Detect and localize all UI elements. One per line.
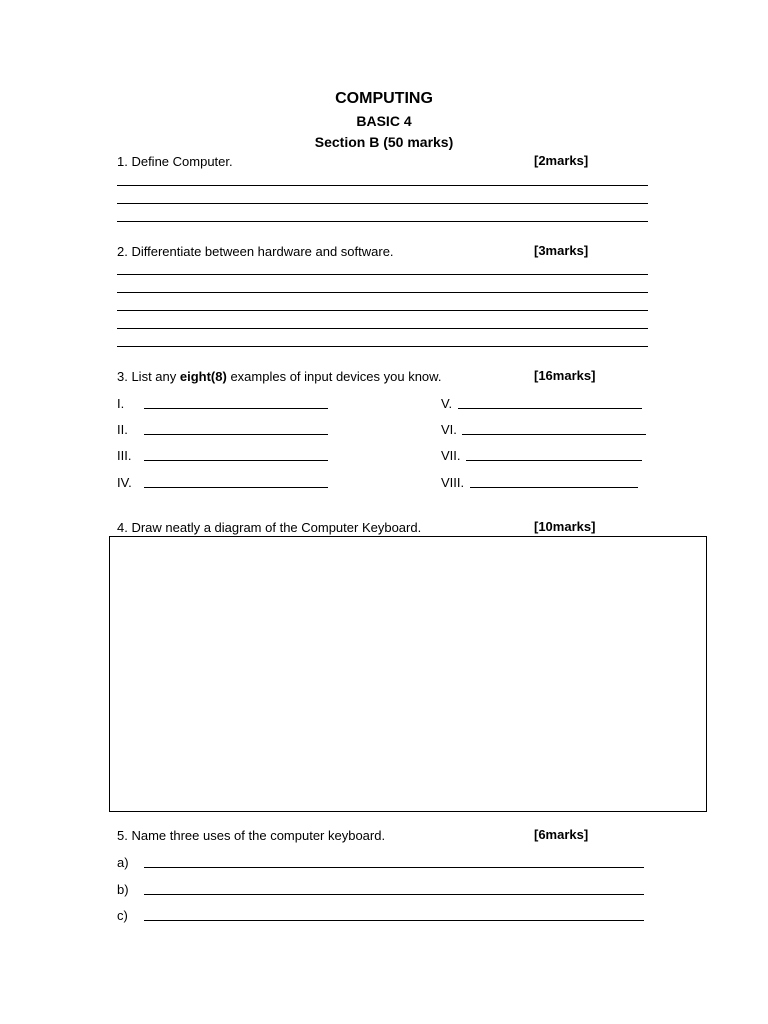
list-item-label: VII. bbox=[441, 448, 461, 463]
list-item-label: b) bbox=[117, 882, 129, 897]
answer-line bbox=[470, 487, 638, 488]
answer-line bbox=[144, 408, 328, 409]
question-2-marks: [3marks] bbox=[534, 243, 589, 258]
question-1: 1. Define Computer. bbox=[117, 154, 233, 169]
question-3-text-before: 3. List any bbox=[117, 369, 180, 384]
question-5: 5. Name three uses of the computer keyboard. bbox=[117, 828, 386, 843]
question-2: 2. Differentiate between hardware and software. bbox=[117, 244, 394, 259]
answer-line bbox=[144, 460, 328, 461]
answer-line bbox=[117, 221, 648, 222]
question-3-emphasis: eight(8) bbox=[179, 369, 227, 384]
answer-line bbox=[462, 434, 646, 435]
list-item-label: IV. bbox=[117, 475, 132, 490]
answer-line bbox=[117, 328, 648, 329]
answer-line bbox=[117, 346, 648, 347]
list-item-label: V. bbox=[441, 396, 453, 411]
answer-line bbox=[458, 408, 642, 409]
question-1-marks: [2marks] bbox=[534, 153, 589, 168]
question-3-marks: [16marks] bbox=[534, 368, 596, 383]
exam-section: Section B (50 marks) bbox=[314, 134, 454, 150]
answer-line bbox=[144, 894, 644, 895]
list-item-label: I. bbox=[117, 396, 125, 411]
question-4-marks: [10marks] bbox=[534, 519, 596, 534]
exam-title: COMPUTING bbox=[335, 90, 433, 107]
list-item-label: VIII. bbox=[441, 475, 465, 490]
exam-class: BASIC 4 bbox=[356, 113, 412, 129]
question-4: 4. Draw neatly a diagram of the Computer Keyboard. bbox=[117, 520, 422, 535]
answer-line bbox=[144, 867, 644, 868]
list-item-label: VI. bbox=[441, 422, 457, 437]
answer-line bbox=[117, 274, 648, 275]
answer-line bbox=[117, 310, 648, 311]
answer-line bbox=[144, 487, 328, 488]
answer-line bbox=[144, 434, 328, 435]
list-item-label: III. bbox=[117, 448, 132, 463]
answer-line bbox=[117, 185, 648, 186]
answer-line bbox=[466, 460, 642, 461]
question-3-text-after: examples of input devices you know. bbox=[226, 369, 442, 384]
question-5-marks: [6marks] bbox=[534, 827, 589, 842]
question-3 bbox=[117, 369, 441, 384]
answer-line bbox=[144, 920, 644, 921]
list-item-label: II. bbox=[117, 422, 128, 437]
list-item-label: a) bbox=[117, 855, 129, 870]
answer-line bbox=[117, 292, 648, 293]
answer-line bbox=[117, 203, 648, 204]
list-item-label: c) bbox=[117, 908, 128, 923]
drawing-box bbox=[109, 536, 707, 812]
